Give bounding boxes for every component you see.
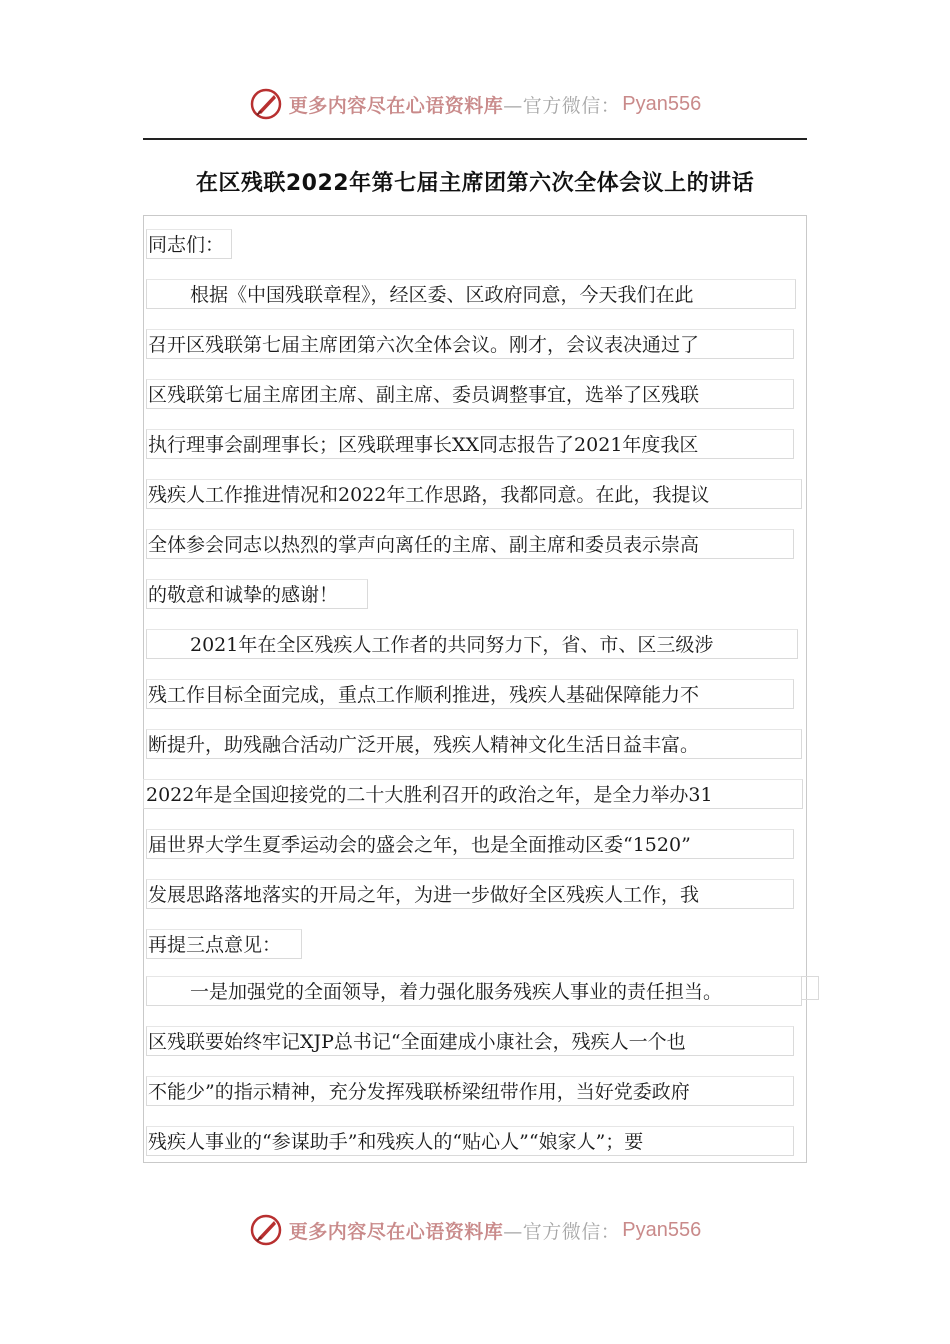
text-line: 一是加强党的全面领导，着力强化服务残疾人事业的责任担当。 bbox=[146, 976, 802, 1006]
quill-logo-icon bbox=[249, 1213, 283, 1247]
banner-text: 更多内容尽在心语资料库 bbox=[288, 1220, 504, 1243]
banner-wechat-label: —官方微信： bbox=[503, 94, 621, 117]
text-line: 全体参会同志以热烈的掌声向离任的主席、副主席和委员表示崇高 bbox=[146, 529, 794, 559]
quill-logo-icon bbox=[249, 87, 283, 121]
text-line: 再提三点意见： bbox=[146, 929, 302, 959]
banner-wechat-id: Pyan556 bbox=[622, 92, 702, 115]
banner-text: 更多内容尽在心语资料库 bbox=[288, 94, 504, 117]
text-line: 届世界大学生夏季运动会的盛会之年，也是全面推动区委“1520” bbox=[146, 829, 794, 859]
text-line: 执行理事会副理事长；区残联理事长XX同志报告了2021年度我区 bbox=[146, 429, 794, 459]
text-line: 2021年在全区残疾人工作者的共同努力下，省、市、区三级涉 bbox=[146, 629, 798, 659]
text-line: 残疾人工作推进情况和2022年工作思路，我都同意。在此，我提议 bbox=[146, 479, 802, 509]
text-line: 残工作目标全面完成，重点工作顺利推进，残疾人基础保障能力不 bbox=[146, 679, 794, 709]
text-line: 发展思路落地落实的开局之年，为进一步做好全区残疾人工作，我 bbox=[146, 879, 794, 909]
text-line: 区残联要始终牢记XJP总书记“全面建成小康社会，残疾人一个也 bbox=[146, 1026, 794, 1056]
text-line: 的敬意和诚挚的感谢！ bbox=[146, 579, 368, 609]
text-line: 召开区残联第七届主席团第六次全体会议。刚才，会议表决通过了 bbox=[146, 329, 794, 359]
banner-wechat-id: Pyan556 bbox=[622, 1218, 702, 1241]
text-line: 2022年是全国迎接党的二十大胜利召开的政治之年，是全力举办31 bbox=[143, 779, 803, 809]
text-line: 根据《中国残联章程》，经区委、区政府同意，今天我们在此 bbox=[146, 279, 796, 309]
text-line: 不能少”的指示精神，充分发挥残联桥梁纽带作用，当好党委政府 bbox=[146, 1076, 794, 1106]
document-title: 在区残联2022年第七届主席团第六次全体会议上的讲话 bbox=[195, 171, 755, 196]
text-overflow-box bbox=[801, 976, 819, 1000]
text-line: 残疾人事业的“参谋助手”和残疾人的“贴心人”“娘家人”；要 bbox=[146, 1126, 794, 1156]
salutation-line: 同志们： bbox=[146, 229, 232, 259]
footer-watermark-banner bbox=[0, 1208, 950, 1252]
banner-wechat-label: —官方微信： bbox=[503, 1220, 621, 1243]
text-line: 区残联第七届主席团主席、副主席、委员调整事宜，选举了区残联 bbox=[146, 379, 794, 409]
text-line: 断提升，助残融合活动广泛开展，残疾人精神文化生活日益丰富。 bbox=[146, 729, 802, 759]
header-watermark-banner bbox=[0, 82, 950, 126]
header-divider bbox=[143, 138, 807, 140]
